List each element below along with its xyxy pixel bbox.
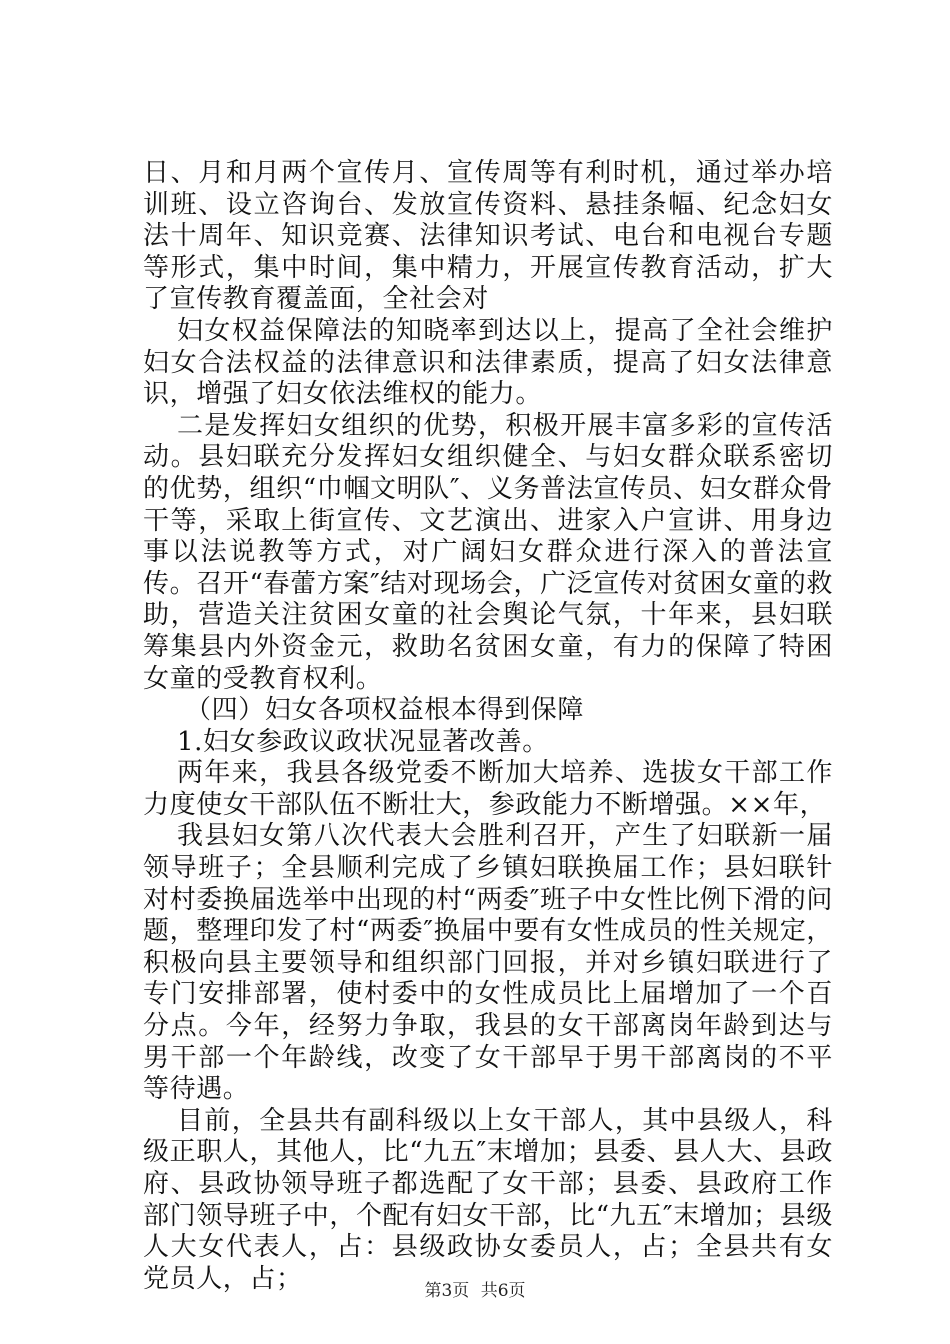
paragraph-two-years: 两年来，我县各级党委不断加大培养、选拔女干部工作力度使女干部队伍不断壮大，参政能力不断增强。××年， [143, 758, 833, 820]
paragraph-awareness: 妇女权益保障法的知晓率到达以上，提高了全社会维护妇女合法权益的法律意识和法律素质，提高了妇女法律意识，增强了妇女依法维权的能力。 [143, 315, 833, 410]
page-footer [0, 1276, 950, 1301]
page-number: 第3页 [424, 1281, 470, 1301]
paragraph-current-statistics: 目前，全县共有副科级以上女干部人，其中县级人，科级正职人，其他人，比“九五″末增加；县委、县人大、县政府、县政协领导班子都选配了女干部；县委、县政府工作部门领导班子中，个配有妇女干部，比“九五″末增加；县级人大女代表人，占：县级政协女委员人，占；全县共有女党员人，占； [143, 1105, 833, 1294]
page-total: 共6页 [480, 1281, 526, 1301]
document-body [143, 158, 833, 1295]
subsection-heading-participation: 1.妇女参政议政状况显著改善。 [177, 726, 549, 757]
paragraph-continuation: 日、月和月两个宣传月、宣传周等有利时机，通过举办培训班、设立咨询台、发放宣传资料、悬挂条幅、纪念妇女法十周年、知识竞赛、法律知识考试、电台和电视台专题等形式，集中时间，集中精力，开展宣传教育活动，扩大了宣传教育覆盖面，全社会对 [143, 158, 833, 315]
paragraph-publicity-activities: 二是发挥妇女组织的优势，积极开展丰富多彩的宣传活动。县妇联充分发挥妇女组织健全、与妇女群众联系密切的优势，组织“巾帼文明队″、义务普法宣传员、妇女群众骨干等，采取上街宣传、文艺演出、进家入户宣讲、用身边事以法说教等方式，对广阔妇女群众进行深入的普法宣传。召开“春蕾方案″结对现场会，广泛宣传对贫困女童的救助，营造关注贫困女童的社会舆论气氛，十年来，县妇联筹集县内外资金元，救助名贫困女童，有力的保障了特困女童的受教育权利。 [143, 410, 833, 694]
section-heading-rights: （四）妇女各项权益根本得到保障 [185, 695, 585, 726]
paragraph-womens-congress: 我县妇女第八次代表大会胜利召开，产生了妇联新一届领导班子；全县顺利完成了乡镇妇联换届工作；县妇联针对村委换届选举中出现的村“两委″班子中女性比例下滑的问题，整理印发了村“两委″换届中要有女性成员的性关规定，积极向县主要领导和组织部门回报，并对乡镇妇联进行了专门安排部署，使村委中的女性成员比上届增加了一个百分点。今年，经努力争取，我县的女干部离岗年龄到达与男干部一个年龄线，改变了女干部早于男干部离岗的不平等待遇。 [143, 821, 833, 1105]
